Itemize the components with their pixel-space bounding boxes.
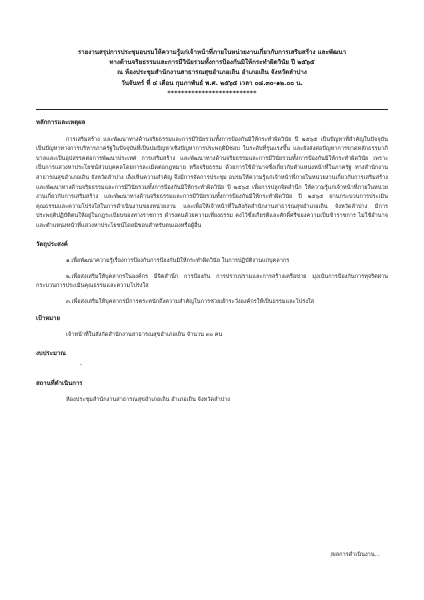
title-stars-divider: **************************: [167, 89, 257, 97]
objective-item-1: ๑.เพื่อพัฒนาความรู้เรื่องการป้องกันการป้องกันมิให้กระทำผิดวินัย ในการปฏิบัติงานแก่บุคลากร: [66, 258, 290, 265]
budget-text: -: [80, 362, 83, 369]
title-line-2: ทางด้านจริยธรรมและการมีวินัยรวมทั้งการป้องกันมิให้กระทำผิดวินัย ปี ๒๕๖๕: [109, 59, 315, 67]
principles-heading: หลักการและเหตุผล: [36, 119, 86, 127]
venue-heading: สถานที่ดำเนินการ: [36, 379, 83, 387]
section-divider: [36, 109, 388, 110]
title-line-3: ณ ห้องประชุมสำนักงานสาธารณสุขอำเภอเถิน อำเภอเถิน จังหวัดลำปาง: [117, 69, 307, 77]
continuation-note: /ผลการดำเนินงาน...: [330, 552, 380, 558]
target-text: เจ้าหน้าที่ในสังกัดสำนักงานสาธารณสุขอำเภอเถิน จำนวน ๓๐ คน: [66, 332, 223, 339]
objectives-heading: วัตถุประสงค์: [36, 240, 68, 248]
objective-item-2: ๒.เพื่อส่งเสริมให้บุคลากรในองค์กร มีจิตสำนึก การป้องกัน การปราบปรามและการสร้างเครือข่าย มุ่งเน้นการป้องกันการทุจริตผ่านกระบวนการประเมินคุณธรรมและความโปร่งใส: [36, 273, 388, 290]
title-line-4: วันจันทร์ ที่ ๔ เดือน กุมภาพันธ์ พ.ศ. ๒๕๖๕ เวลา ๐๘.๓๐-๑๒.๐๐ น.: [121, 79, 303, 87]
venue-text: ห้องประชุมสำนักงานสาธารณสุขอำเภอเถิน อำเภอเถิน จังหวัดลำปาง: [66, 397, 231, 404]
budget-heading: งบประมาณ: [36, 349, 66, 357]
principles-paragraph: การเสริมสร้าง และพัฒนาทางด้านจริยธรรมและการมีวินัยรวมทั้งการป้องกันมิให้กระทำผิดวินัย ปี ๒๕๖๕ เป็นปัญหาที่สำคัญในปัจจุบันเป็นปัญหาทางการบริหารภาครัฐในปัจจุบันที่เป็นปมปัญหาเชิงปัญหาการประพฤติมิชอบ ในระดับที่รุนแรงขึ้น และยังส่งต่อปัญหาการขาดหลักธรรมาภิบาลและเป็นอุปสรรคต่อการพัฒนาประเทศ การเสริมสร้าง และพัฒนาทางด้านจริยธรรมและการมีวินัยรวมทั้งการป้องกันมิให้กระทำผิดวินัย เพราะเป็นการแสวงหาประโยชน์ส่วนบุคคลโดยการละเมิดต่อกฎหมาย หรือจริยธรรม ด้วยการใช้อำนาจซึ่งเกี่ยวกับตำแหน่งหน้าที่ในภาครัฐ ทางสำนักงานสาธารณสุขอำเภอเถิน จังหวัดลำปาง เล็งเห็นความสำคัญ จึงมีการจัดการประชุม อบรมให้ความรู้แก่เจ้าหน้าที่ภายในหน่วยงานเกี่ยวกับการเสริมสร้าง และพัฒนาทางด้านจริยธรรมและการมีวินัยรวมทั้งการป้องกันมิให้กระทำผิดวินัย ปี ๒๕๖๕ เพื่อการปลูกจิตสำนึก ให้ความรู้แก่เจ้าหน้าที่ภายในหน่วยงานเกี่ยวกับการเสริมสร้าง และพัฒนาทางด้านจริยธรรมและการมีวินัยรวมทั้งการป้องกันมิให้กระทำผิดวินัย ปี ๒๕๖๕ ผ่านกระบวนการประเมินคุณธรรมและความโปร่งใสในการดำเนินงานของหน่วยงาน และเพื่อให้เจ้าหน้าที่ในสังกัดสำนักงานสาธารณสุขอำเภอเถิน จังหวัดลำปาง มีการประพฤติปฏิบัติตนให้อยู่ในกฎระเบียบของทางราชการ ดำรงตนด้วยความเที่ยงธรรม คงไว้ซึ่งเกียรติและศักดิ์ศรีของความเป็นข้าราชการ ไม่ใช้อำนาจและตำแหน่งหน้าที่แสวงหาประโยชน์โดยมิชอบสำหรับตนเองหรือผู้อื่น: [36, 136, 388, 229]
report-title: [36, 48, 388, 99]
target-heading: เป้าหมาย: [36, 314, 61, 322]
title-line-1: รายงานสรุปการประชุมอบรมให้ความรู้แก่เจ้าหน้าที่ภายในหน่วยงานเกี่ยวกับการเสริมสร้าง และพัฒนา: [77, 49, 347, 56]
objective-item-3: ๓.เพื่อส่งเสริมให้บุคลากรมีการตระหนักถึงความสำคัญในการช่วยเฝ้าระวังองค์กรให้เป็นธรรมและโปร่งใส: [66, 298, 315, 305]
